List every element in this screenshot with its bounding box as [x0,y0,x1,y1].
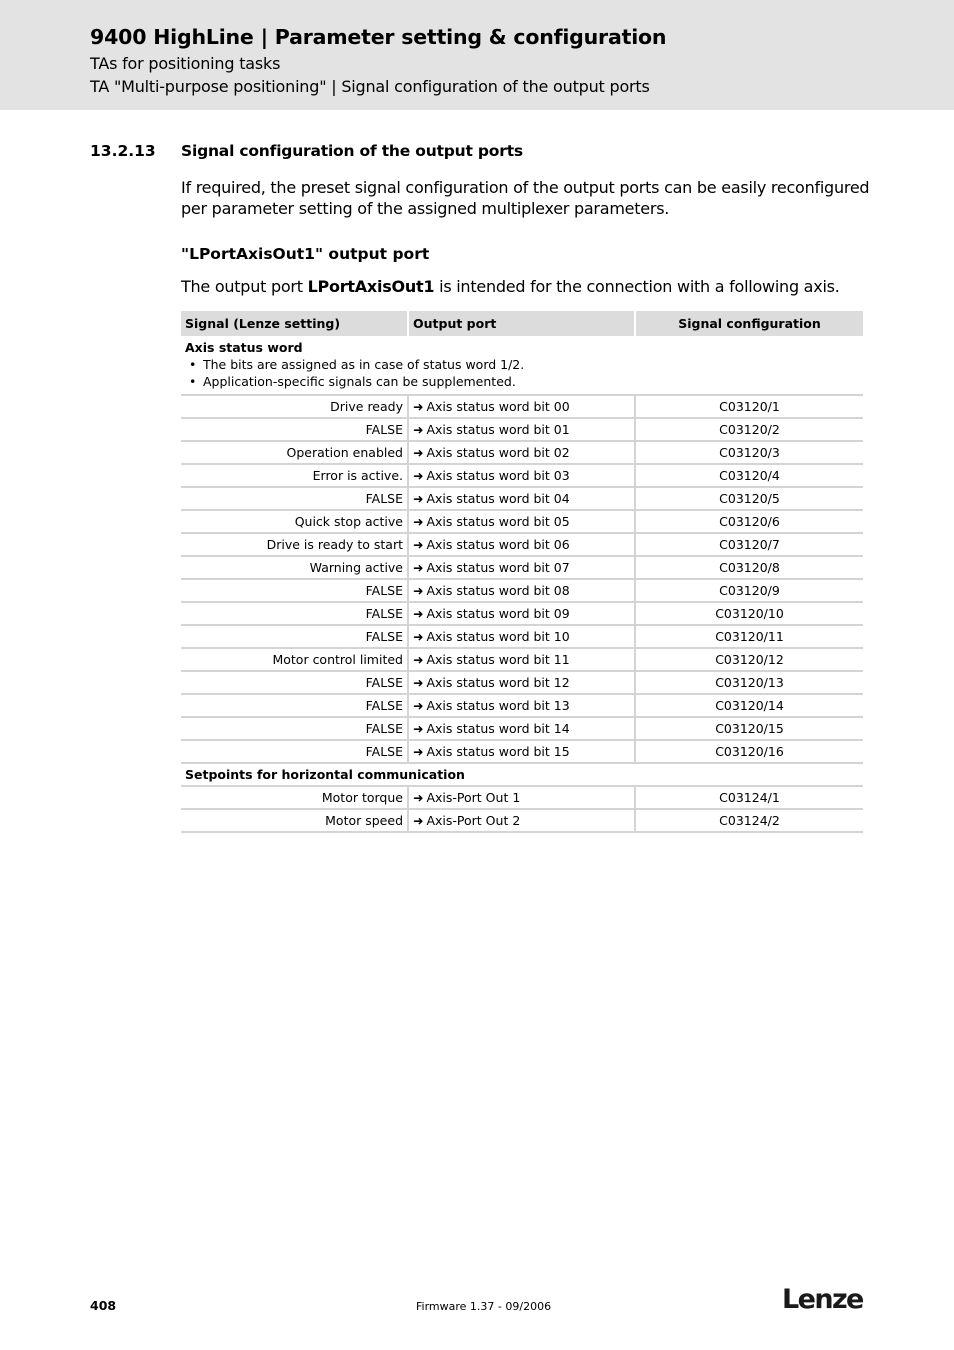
output-port-text: Axis status word bit 13 [426,698,570,713]
chapter-subtitle: TAs for positioning tasks [90,54,281,73]
port-text-after: is intended for the connection with a following axis. [434,277,840,296]
output-port-text: Axis status word bit 08 [426,583,570,598]
table-row [181,556,863,579]
arrow-right-icon: ➜ [413,491,424,506]
arrow-right-icon: ➜ [413,537,424,552]
signal-config-cell: C03120/5 [635,487,863,510]
section-number: 13.2.13 [90,142,156,160]
signal-cell: Motor speed [181,809,408,832]
signal-config-cell: C03120/1 [635,395,863,418]
table-row [181,625,863,648]
output-port-text: Axis status word bit 03 [426,468,570,483]
group-row-setpoints [181,763,863,786]
page-number: 408 [90,1298,117,1313]
output-port-text: Axis status word bit 15 [426,744,570,759]
arrow-right-icon: ➜ [413,468,424,483]
arrow-right-icon: ➜ [413,422,424,437]
output-port-text: Axis status word bit 04 [426,491,570,506]
table-header-row [181,311,863,336]
signal-config-cell: C03120/3 [635,441,863,464]
table-row [181,694,863,717]
port-name: LPortAxisOut1 [307,277,435,296]
signal-config-cell: C03124/1 [635,786,863,809]
output-port-cell [408,625,635,648]
arrow-right-icon: ➜ [413,698,424,713]
signal-cell: FALSE [181,487,408,510]
arrow-right-icon: ➜ [413,744,424,759]
firmware-version: Firmware 1.37 - 09/2006 [416,1300,552,1313]
column-header-output-port: Output port [408,311,635,336]
table-row [181,740,863,763]
port-text-before: The output port [181,277,308,296]
table-row [181,648,863,671]
document-title: 9400 HighLine | Parameter setting & configuration [90,25,667,49]
signal-cell: FALSE [181,717,408,740]
arrow-right-icon: ➜ [413,399,424,414]
table-row [181,510,863,533]
arrow-right-icon: ➜ [413,652,424,667]
table-row [181,487,863,510]
signal-config-cell: C03120/13 [635,671,863,694]
output-port-text: Axis-Port Out 2 [426,813,521,828]
table-row [181,418,863,441]
table-row [181,809,863,832]
signal-cell: FALSE [181,602,408,625]
output-port-text: Axis-Port Out 1 [426,790,521,805]
table-row [181,602,863,625]
signal-config-cell: C03120/14 [635,694,863,717]
arrow-right-icon: ➜ [413,514,424,529]
table-row [181,671,863,694]
table-row [181,441,863,464]
group-title: Axis status word [185,340,303,355]
signal-config-cell: C03120/16 [635,740,863,763]
arrow-right-icon: ➜ [413,560,424,575]
port-description [181,277,840,296]
signal-cell: Drive ready [181,395,408,418]
table-body [181,336,863,832]
signal-config-cell: C03120/4 [635,464,863,487]
output-port-text: Axis status word bit 14 [426,721,570,736]
output-port-cell [408,487,635,510]
bullet-item [185,373,859,390]
output-port-text: Axis status word bit 00 [426,399,570,414]
lenze-logo: Lenze [782,1284,863,1315]
output-port-cell [408,510,635,533]
output-port-cell [408,602,635,625]
signal-cell: Operation enabled [181,441,408,464]
table-row [181,533,863,556]
signal-config-cell: C03120/10 [635,602,863,625]
table-row [181,464,863,487]
signal-cell: FALSE [181,671,408,694]
signal-table [181,311,863,833]
arrow-right-icon: ➜ [413,721,424,736]
group-title: Setpoints for horizontal communication [181,763,863,786]
table-row [181,786,863,809]
output-port-text: Axis status word bit 12 [426,675,570,690]
signal-cell: Error is active. [181,464,408,487]
output-port-text: Axis status word bit 05 [426,514,570,529]
signal-config-cell: C03120/2 [635,418,863,441]
output-port-cell [408,395,635,418]
signal-cell: FALSE [181,418,408,441]
arrow-right-icon: ➜ [413,629,424,644]
output-port-cell [408,579,635,602]
column-header-signal: Signal (Lenze setting) [181,311,408,336]
output-port-cell [408,418,635,441]
signal-cell: Motor control limited [181,648,408,671]
output-port-text: Axis status word bit 06 [426,537,570,552]
signal-config-cell: C03120/15 [635,717,863,740]
signal-config-cell: C03124/2 [635,809,863,832]
output-port-cell [408,533,635,556]
bullet-icon: • [189,374,197,389]
signal-config-cell: C03120/12 [635,648,863,671]
signal-cell: FALSE [181,579,408,602]
arrow-right-icon: ➜ [413,583,424,598]
output-port-cell [408,740,635,763]
arrow-right-icon: ➜ [413,813,424,828]
signal-cell: FALSE [181,740,408,763]
output-port-cell [408,786,635,809]
column-header-signal-config: Signal configuration [635,311,863,336]
table-row [181,395,863,418]
bullet-text: Application-specific signals can be supplemented. [203,374,516,389]
output-port-cell [408,648,635,671]
output-port-text: Axis status word bit 07 [426,560,570,575]
signal-cell: Warning active [181,556,408,579]
section-title: Signal configuration of the output ports [181,142,523,160]
page-header [0,0,954,110]
signal-config-cell: C03120/9 [635,579,863,602]
intro-paragraph: If required, the preset signal configuration of the output ports can be easily reconfigured per parameter setting of the assigned multiplexer parameters. [181,178,870,218]
output-port-cell [408,694,635,717]
output-port-cell [408,671,635,694]
output-port-text: Axis status word bit 09 [426,606,570,621]
bullet-item [185,356,859,373]
section-subtitle: TA "Multi-purpose positioning" | Signal configuration of the output ports [90,77,650,96]
arrow-right-icon: ➜ [413,445,424,460]
arrow-right-icon: ➜ [413,606,424,621]
group-row-axis-status [181,336,863,395]
output-port-cell [408,441,635,464]
signal-config-cell: C03120/6 [635,510,863,533]
signal-config-cell: C03120/11 [635,625,863,648]
arrow-right-icon: ➜ [413,675,424,690]
output-port-text: Axis status word bit 10 [426,629,570,644]
output-port-text: Axis status word bit 02 [426,445,570,460]
signal-cell: FALSE [181,694,408,717]
group-cell [181,336,863,395]
output-port-text: Axis status word bit 11 [426,652,570,667]
output-port-cell [408,556,635,579]
signal-cell: Drive is ready to start [181,533,408,556]
table-row [181,717,863,740]
signal-config-cell: C03120/8 [635,556,863,579]
output-port-cell [408,464,635,487]
signal-cell: Quick stop active [181,510,408,533]
arrow-right-icon: ➜ [413,790,424,805]
bullet-icon: • [189,357,197,372]
output-port-text: Axis status word bit 01 [426,422,570,437]
output-port-cell [408,717,635,740]
signal-cell: Motor torque [181,786,408,809]
port-heading: "LPortAxisOut1" output port [181,245,430,263]
output-port-cell [408,809,635,832]
signal-cell: FALSE [181,625,408,648]
table-row [181,579,863,602]
bullet-text: The bits are assigned as in case of status word 1/2. [203,357,525,372]
signal-config-cell: C03120/7 [635,533,863,556]
